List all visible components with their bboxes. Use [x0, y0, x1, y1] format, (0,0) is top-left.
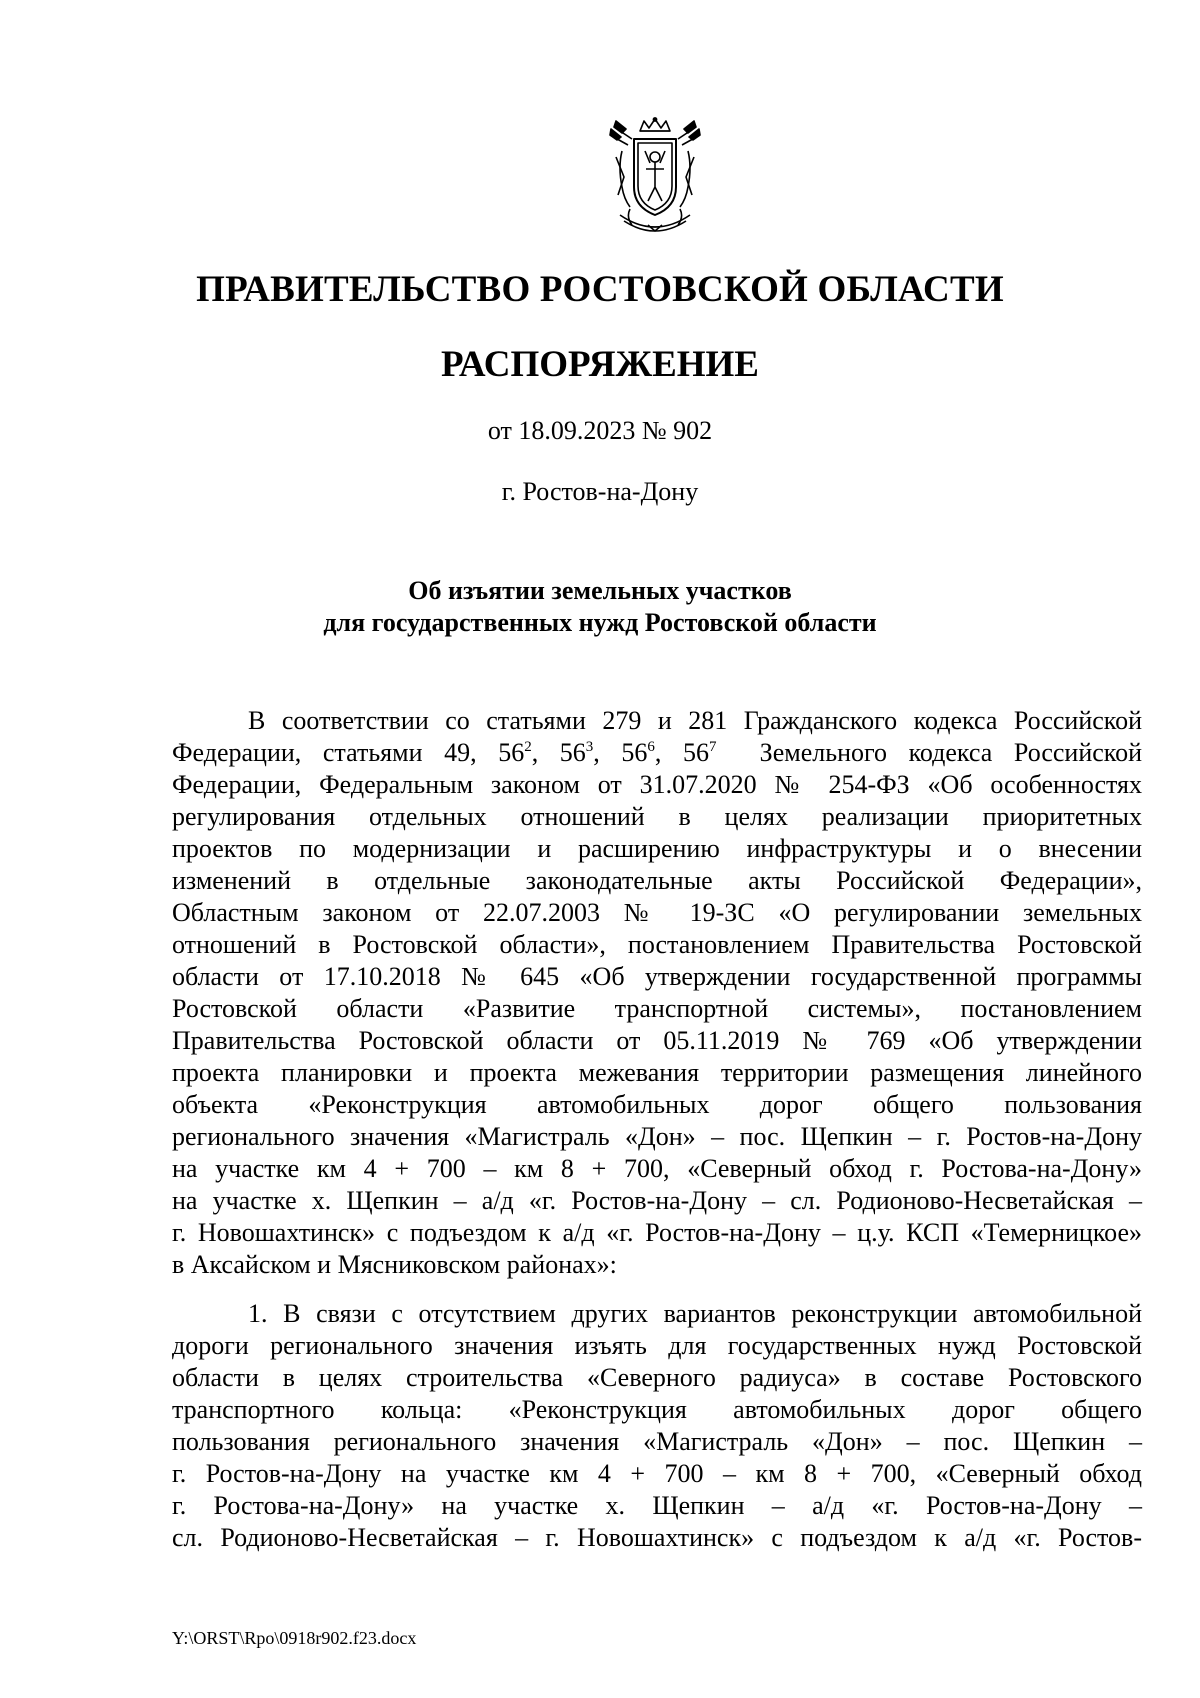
text-fragment: Федерации, статьями 49, 56 — [172, 738, 525, 767]
text-line: на участке х. Щепкин – а/д «г. Ростов-на-Дону – сл. Родионово-Несветайская – — [172, 1186, 1142, 1215]
text-line: регионального значения «Магистраль «Дон» – пос. Щепкин – г. Ростов-на-Дону — [172, 1122, 1142, 1151]
text-line: в Аксайском и Мясниковском районах»: — [172, 1250, 617, 1279]
text-line: проектов по модернизации и расширению инфраструктуры и о внесении — [172, 834, 1142, 863]
text-line: Ростовской области «Развитие транспортной системы», постановлением — [172, 994, 1142, 1023]
document-date-number: от 18.09.2023 № 902 — [487, 416, 713, 445]
superscript: 2 — [524, 739, 532, 755]
text-fragment: , 56 — [593, 738, 648, 767]
text-line: дороги регионального значения изъять для государственных нужд Ростовской — [172, 1331, 1142, 1360]
subject-line: Об изъятии земельных участков — [408, 576, 792, 605]
footer-file-path: Y:\ORST\Rpo\0918r902.f23.docx — [172, 1628, 417, 1648]
text-line: В соответствии со статьями 279 и 281 Гражданского кодекса Российской — [248, 706, 1142, 735]
rostov-oblast-coat-of-arms-icon — [600, 117, 710, 239]
organization-title: ПРАВИТЕЛЬСТВО РОСТОВСКОЙ ОБЛАСТИ — [196, 269, 1004, 310]
text-line: проекта планировки и проекта межевания территории размещения линейного — [172, 1058, 1142, 1087]
document-city: г. Ростов-на-Дону — [501, 477, 699, 506]
text-line: г. Ростов-на-Дону на участке км 4 + 700 – км 8 + 700, «Северный обход — [172, 1459, 1142, 1488]
text-fragment: , 56 — [654, 738, 709, 767]
text-line: Правительства Ростовской области от 05.11.2019 № 769 «Об утверждении — [172, 1026, 1142, 1055]
text-line: области в целях строительства «Северного радиуса» в составе Ростовского — [172, 1363, 1142, 1392]
text-line: Областным законом от 22.07.2003 № 19-ЗС «О регулировании земельных — [172, 898, 1142, 927]
document-type: РАСПОРЯЖЕНИЕ — [440, 344, 759, 385]
text-line: пользования регионального значения «Магистраль «Дон» – пос. Щепкин – — [172, 1427, 1142, 1456]
text-line: 1. В связи с отсутствием других вариантов реконструкции автомобильной — [248, 1299, 1142, 1328]
superscript: 6 — [647, 739, 655, 755]
text-line-with-superscripts — [172, 737, 1142, 769]
text-line: регулирования отдельных отношений в целях реализации приоритетных — [172, 802, 1142, 831]
superscript: 3 — [585, 739, 594, 755]
text-line: г. Ростова-на-Дону» на участке х. Щепкин – а/д «г. Ростов-на-Дону – — [172, 1491, 1142, 1520]
preamble-paragraph — [172, 705, 1142, 1281]
text-fragment: Земельного кодекса Российской — [759, 738, 1143, 767]
superscript: 7 — [708, 739, 717, 755]
item-1-paragraph — [172, 1298, 1142, 1554]
text-line: сл. Родионово-Несветайская – г. Новошахтинск» с подъездом к а/д «г. Ростов- — [172, 1523, 1142, 1552]
text-line: г. Новошахтинск» с подъездом к а/д «г. Ростов-на-Дону – ц.у. КСП «Темерницкое» — [172, 1218, 1142, 1247]
text-line: области от 17.10.2018 № 645 «Об утверждении государственной программы — [172, 962, 1142, 991]
text-line: Федерации, Федеральным законом от 31.07.2020 № 254-ФЗ «Об особенностях — [172, 770, 1142, 799]
text-line: изменений в отдельные законодательные акты Российской Федерации», — [172, 866, 1142, 895]
text-line: объекта «Реконструкция автомобильных дорог общего пользования — [172, 1090, 1142, 1119]
text-line: транспортного кольца: «Реконструкция автомобильных дорог общего — [172, 1395, 1142, 1424]
text-fragment: , 56 — [531, 738, 586, 767]
text-line: отношений в Ростовской области», постановлением Правительства Ростовской — [172, 930, 1142, 959]
text-line: на участке км 4 + 700 – км 8 + 700, «Северный обход г. Ростова-на-Дону» — [172, 1154, 1142, 1183]
subject-line: для государственных нужд Ростовской области — [323, 608, 877, 637]
document-subject — [0, 575, 1200, 639]
